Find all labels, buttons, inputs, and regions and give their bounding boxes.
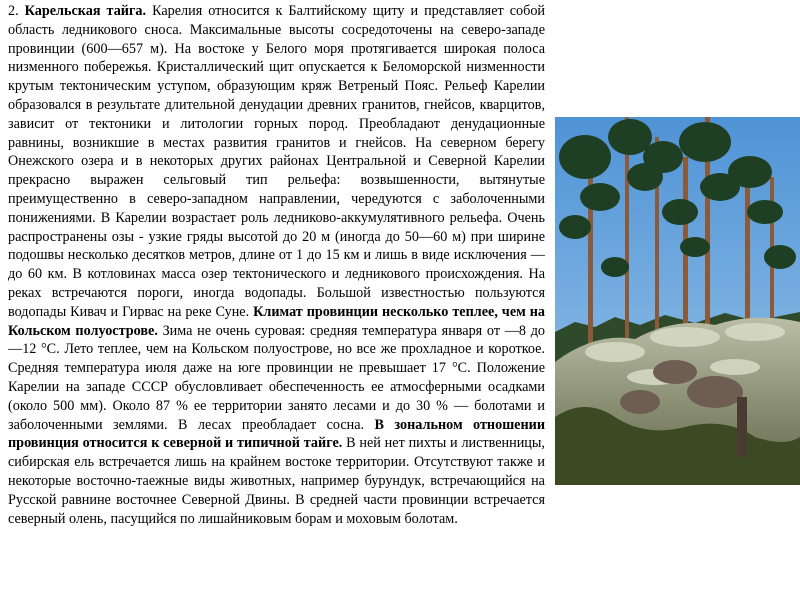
- heading-zonal: В зональном отношении провинция относится к северной и типичной тайге.: [8, 416, 545, 452]
- paragraph-fauna: В ней нет пихты и лиственницы, сибирская ель встречается лишь на крайнем востоке территории. Отсутствуют также и некоторые восточно-таежные виды животных, например бурундук, встречающийся на Русской равнине восточнее Северной Двины. В средней части провинции встречается северный олень, пасущийся по лишайниковым борам и моховым болотам.: [8, 435, 545, 527]
- article-text: [8, 2, 545, 528]
- heading-karelian-taiga: Карельская тайга.: [24, 3, 147, 19]
- taiga-photo-illustration: [555, 117, 800, 485]
- heading-climate: Климат провинции несколько теплее, чем на Кольском полуострове.: [8, 303, 545, 339]
- stump: [737, 397, 747, 457]
- paragraph-relief: Карелия относится к Балтийскому щиту и представляет собой область ледникового сноса. Максимальные высоты сосредоточены на северо-западе провинции (600—657 м). На востоке у Белого моря протягивается широкая полоса низменного побережья. Кристаллический щит опускается к Беломорской низменности крутым тектоническим уступом, образующим кряж Ветреный Пояс. Рельеф Карелии образовался в результате длительной денудации древних гранитов, гнейсов, кварцитов, зависит от тектоники и литологии горных пород. Преобладают денудационные равнины, возникшие в местах развития гранитов и гнейсов. На северном берегу Онежского озера и в некоторых других районах Центральной и Северной Карелии прекрасно выражен сельговый тип рельефа: возвышенности, вытянутые преимущественно в северо-западном направлении, чередуются с заболоченными понижениями. В Карелии возрастает роль ледниково-аккумулятивного рельефа. Очень распространены озы - узкие гряды высотой до 20 м (иногда до 50—60 м) при ширине подошвы несколько десятков метров, длине от 1 до 15 км и лишь в виде исключения — до 60 км. В котловинах масса озер тектонического и ледникового происхождения. На реках встречаются пороги, иногда водопады. Большой известностью пользуются водопады Кивач и Гирвас на реке Суне.: [8, 3, 546, 320]
- paragraph-climate: Зима не очень суровая: средняя температура января от —8 до —12 °С. Лето теплее, чем на Кольском полуострове, но все же прохладное и короткое. Средняя температура июля даже на юге провинции не превышает 17 °С. Положение Карелии на западе СССР обусловливает обеспеченность ее атмосферными осадками (около 500 мм). Около 87 % ее территории занято лесами и до 30 % — болотами и заболоченными землями. В лесах преобладает сосна.: [8, 322, 546, 433]
- section-number: 2.: [8, 3, 25, 19]
- taiga-photo: [555, 117, 800, 485]
